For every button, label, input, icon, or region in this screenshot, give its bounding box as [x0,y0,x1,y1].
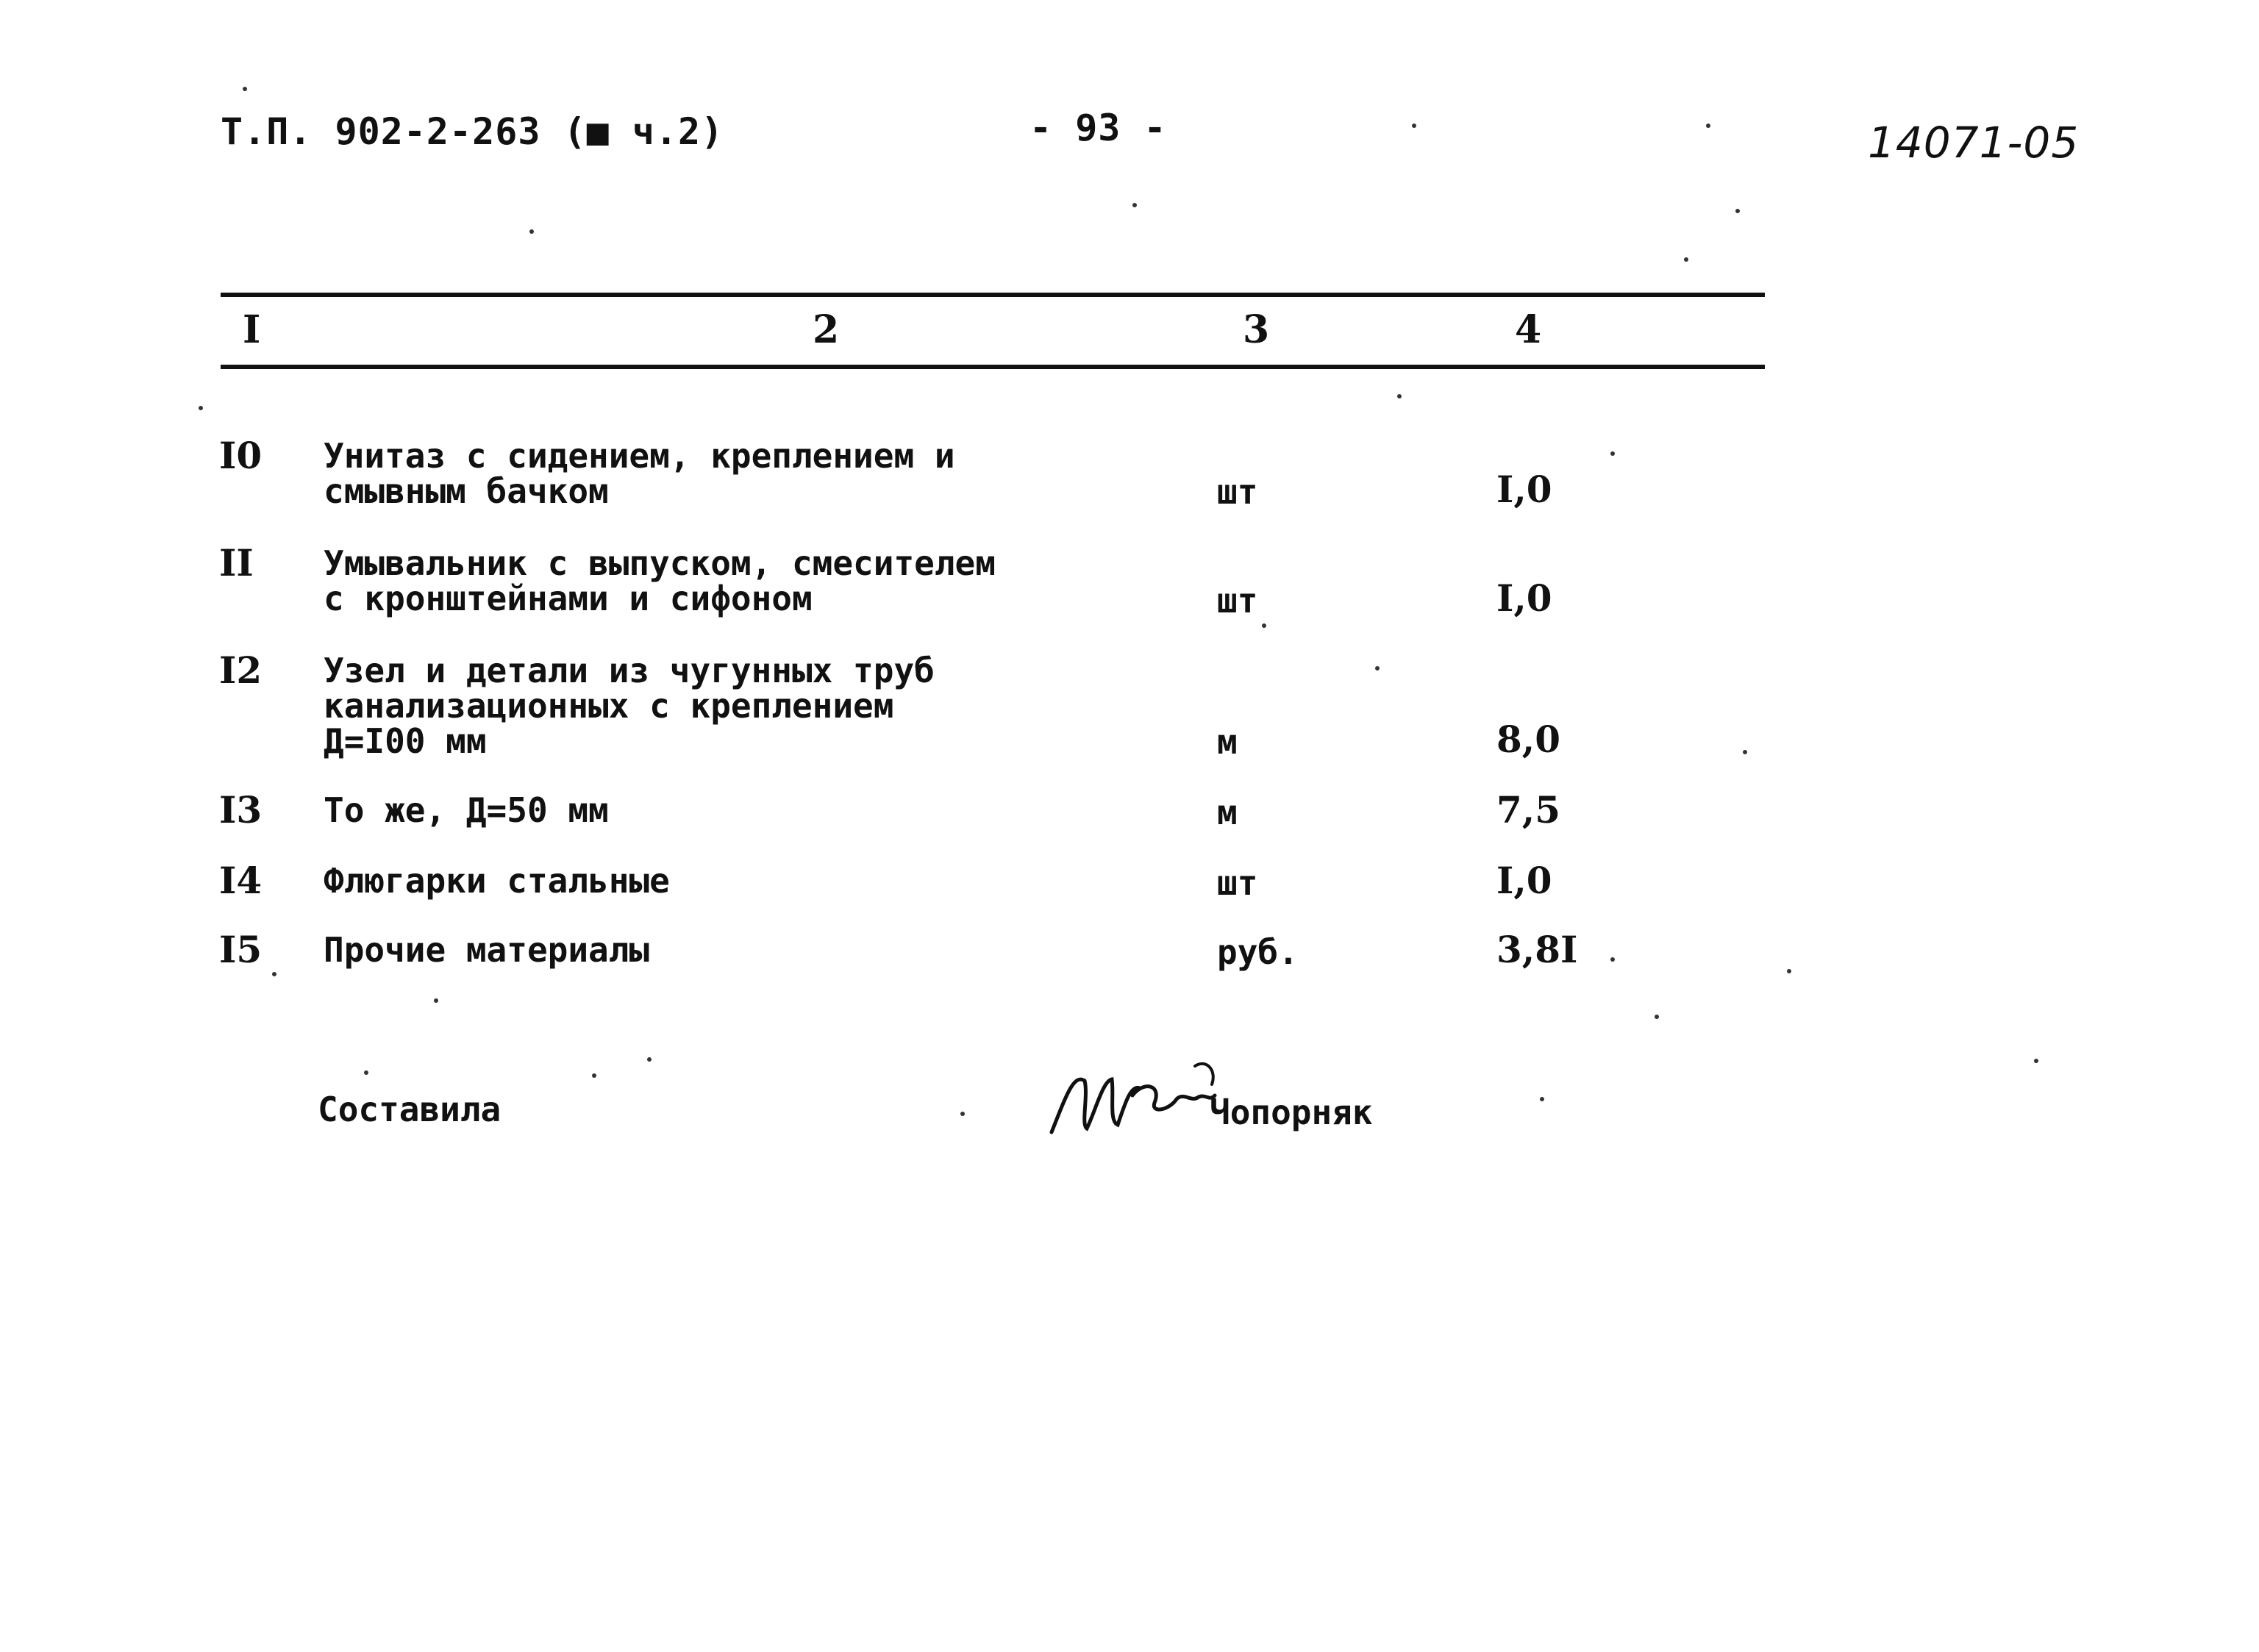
column-header-2: 2 [813,307,840,352]
row-name: Флюгарки стальные [324,861,670,901]
scan-speck [1735,209,1740,213]
row-unit: шт [1217,472,1258,512]
row-unit: шт [1217,581,1258,621]
scan-speck [592,1073,596,1078]
scan-speck [1375,666,1380,671]
row-number: I4 [219,859,263,902]
row-name: Унитаз с сидением, креплением и смывным бачком [324,436,955,511]
scan-speck [272,972,276,976]
scan-speck [1412,124,1416,128]
handwritten-signature [1044,1051,1221,1147]
row-quantity: I,0 [1496,576,1552,620]
row-number: I2 [219,648,263,692]
scan-speck [1132,203,1137,207]
scan-speck [1262,623,1266,628]
compiled-by-label: Составила [318,1090,502,1129]
document-code: Т.П. 902-2-263 (■ ч.2) [221,110,724,153]
scan-speck [1610,451,1615,456]
scan-speck [960,1112,965,1116]
scan-speck [1787,969,1791,973]
scan-speck [2034,1059,2038,1063]
scan-speck [1684,257,1688,262]
row-name: То же, Д=50 мм [324,790,609,830]
row-name: Узел и детали из чугунных труб канализационных с креплением Д=I00 мм [324,651,935,761]
row-unit: руб. [1217,932,1299,972]
row-name: Прочие материалы [324,930,650,970]
column-header-4: 4 [1515,307,1542,352]
row-quantity: 3,8I [1496,928,1578,971]
scan-speck [1610,957,1615,962]
compiler-name: Чопорняк [1210,1093,1373,1132]
scan-speck [1706,124,1710,128]
row-unit: м [1217,722,1238,762]
row-number: I5 [219,928,263,971]
column-header-1: I [243,307,261,352]
row-quantity: I,0 [1496,468,1552,511]
row-number: II [219,541,254,584]
row-quantity: 8,0 [1496,718,1560,761]
scan-speck [529,229,534,234]
scan-speck [434,998,438,1003]
scan-speck [1743,750,1747,754]
scan-speck [243,87,247,91]
table-top-rule [221,293,1765,297]
inventory-number: 14071-05 [1868,118,2080,168]
row-number: I3 [219,788,263,832]
column-header-3: 3 [1243,307,1270,352]
scan-speck [199,406,203,410]
page-number: - 93 - [1029,107,1167,149]
row-number: I0 [219,434,263,477]
row-unit: м [1217,793,1238,832]
row-name: Умывальник с выпуском, смесителем с кронштейнами и сифоном [324,543,996,618]
scan-speck [647,1057,652,1062]
scan-speck [1540,1097,1544,1101]
scan-speck [1655,1015,1659,1019]
row-quantity: 7,5 [1496,788,1560,832]
scan-speck [1397,394,1402,398]
scan-speck [364,1070,368,1075]
table-header-rule [221,365,1765,369]
row-unit: шт [1217,863,1258,903]
row-quantity: I,0 [1496,859,1552,902]
